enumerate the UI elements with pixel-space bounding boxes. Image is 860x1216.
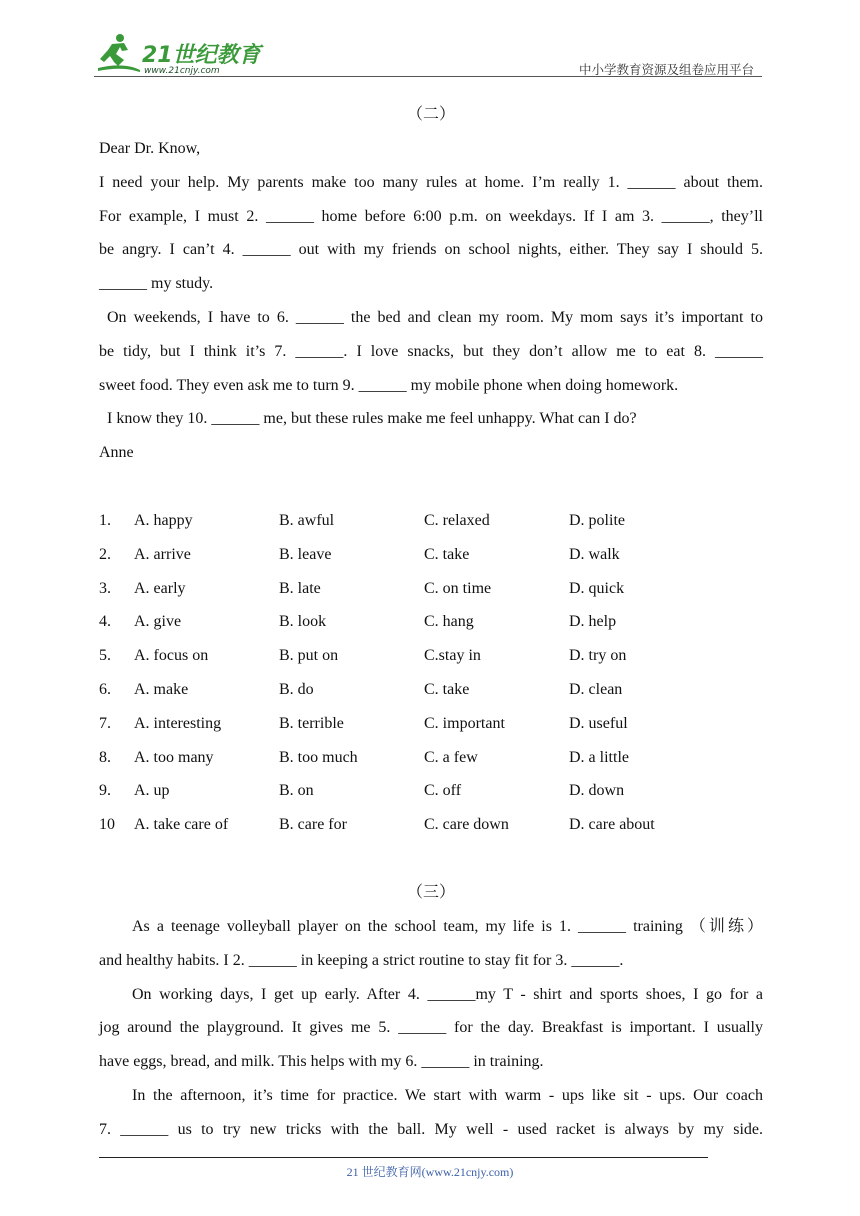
question-number: 10 [99,816,115,834]
option-b: B. put on [279,647,339,665]
site-logo [94,32,264,76]
option-a: A. interesting [134,714,222,732]
option-b: B. too much [279,748,358,766]
option-b: B. care for [279,816,347,834]
option-d: D. polite [569,511,625,529]
option-a: A. up [134,782,170,800]
passage-line: I know they 10. ______ me, but these rules make me feel unhappy. What can I do? [107,410,637,428]
passage-line: On weekends, I have to 6. ______ the bed and clean my room. My mom says it’s important to [107,308,763,326]
option-b: B. late [279,579,321,597]
passage-line: 7. ______ us to try new tricks with the ball. My well - used racket is always by my side. [99,1120,763,1138]
option-d: D. care about [569,816,655,834]
option-row [99,572,763,606]
option-d: D. a little [569,748,629,766]
letter-signature: Anne [99,444,134,462]
option-d: D. help [569,613,617,631]
footer-link[interactable]: 21 世纪教育网(www.21cnjy.com) [346,1165,514,1179]
option-c: C. on time [424,579,492,597]
passage-line: jog around the playground. It gives me 5. ______ for the day. Breakfast is important. I usually [99,1019,763,1037]
option-c: C. take [424,545,470,563]
option-d: D. try on [569,647,627,665]
question-number: 9. [99,782,111,800]
option-b: B. do [279,680,314,698]
option-d: D. walk [569,545,620,563]
passage-line: ______ my study. [99,275,214,293]
option-row [99,639,763,673]
passage-line: be angry. I can’t 4. ______ out with my friends on school nights, either. They say I should 5. [99,241,763,259]
option-b: B. look [279,613,327,631]
question-number: 3. [99,579,111,597]
spacer [99,842,763,876]
option-row [99,741,763,775]
passage-line: and healthy habits. I 2. ______ in keeping a strict routine to stay fit for 3. ______. [99,951,624,969]
option-c: C. take [424,680,470,698]
question-number: 4. [99,613,111,631]
option-row [99,774,763,808]
letter-greeting: Dear Dr. Know, [99,140,201,157]
option-b: B. awful [279,511,335,529]
option-a: A. make [134,680,189,698]
option-a: A. too many [134,748,214,766]
option-d: D. clean [569,680,623,698]
option-c: C. important [424,714,505,732]
question-number: 5. [99,647,111,665]
question-number: 7. [99,714,111,732]
footer-divider [99,1157,708,1158]
option-b: B. on [279,782,314,800]
platform-tagline: 中小学教育资源及组卷应用平台 [578,62,754,77]
passage-line: On working days, I get up early. After 4. ______my T - shirt and sports shoes, I go for a [132,985,763,1003]
passage-line: As a teenage volleyball player on the school team, my life is 1. ______ training （训练） [132,917,763,935]
section-2-title: （二） [406,106,455,123]
option-row [99,504,763,538]
spacer [99,470,763,504]
header-divider [94,76,762,77]
document-body [99,98,763,1147]
option-d: D. quick [569,579,625,597]
option-a: A. focus on [134,647,209,665]
option-a: A. early [134,579,186,597]
section-3-title: （三） [406,883,455,901]
logo-url: www.21cnjy.com [144,66,220,76]
passage-line: For example, I must 2. ______ home before 6:00 p.m. on weekdays. If I am 3. ______, they’ll [99,207,763,225]
option-c: C.stay in [424,647,481,665]
option-a: A. arrive [134,545,191,563]
option-row [99,707,763,741]
option-row [99,673,763,707]
option-d: D. down [569,782,625,800]
logo-name: 21世纪教育 [142,43,261,68]
page-header [94,30,762,80]
option-c: C. care down [424,816,509,834]
option-a: A. take care of [134,816,229,834]
passage-line: be tidy, but I think it’s 7. ______. I love snacks, but they don’t allow me to eat 8. ______ [99,342,763,360]
passage-line: I need your help. My parents make too many rules at home. I’m really 1. ______ about them. [99,173,763,191]
option-a: A. happy [134,511,193,529]
option-row [99,538,763,572]
options-table [99,504,763,842]
passage-line: In the afternoon, it’s time for practice. We start with warm - ups like sit - ups. Our coach [132,1086,763,1104]
question-number: 8. [99,748,111,766]
option-a: A. give [134,613,182,631]
option-c: C. a few [424,748,478,766]
question-number: 6. [99,680,111,698]
option-c: C. relaxed [424,511,490,529]
option-b: B. terrible [279,714,344,732]
passage-line: sweet food. They even ask me to turn 9. ______ my mobile phone when doing homework. [99,376,679,394]
passage-line: have eggs, bread, and milk. This helps with my 6. ______ in training. [99,1053,544,1071]
question-number: 2. [99,545,111,563]
option-c: C. hang [424,613,474,631]
option-c: C. off [424,782,462,800]
option-row [99,605,763,639]
option-b: B. leave [279,545,332,563]
question-number: 1. [99,511,111,529]
runner-logo-icon [94,32,264,76]
option-d: D. useful [569,714,628,732]
option-row [99,808,763,842]
